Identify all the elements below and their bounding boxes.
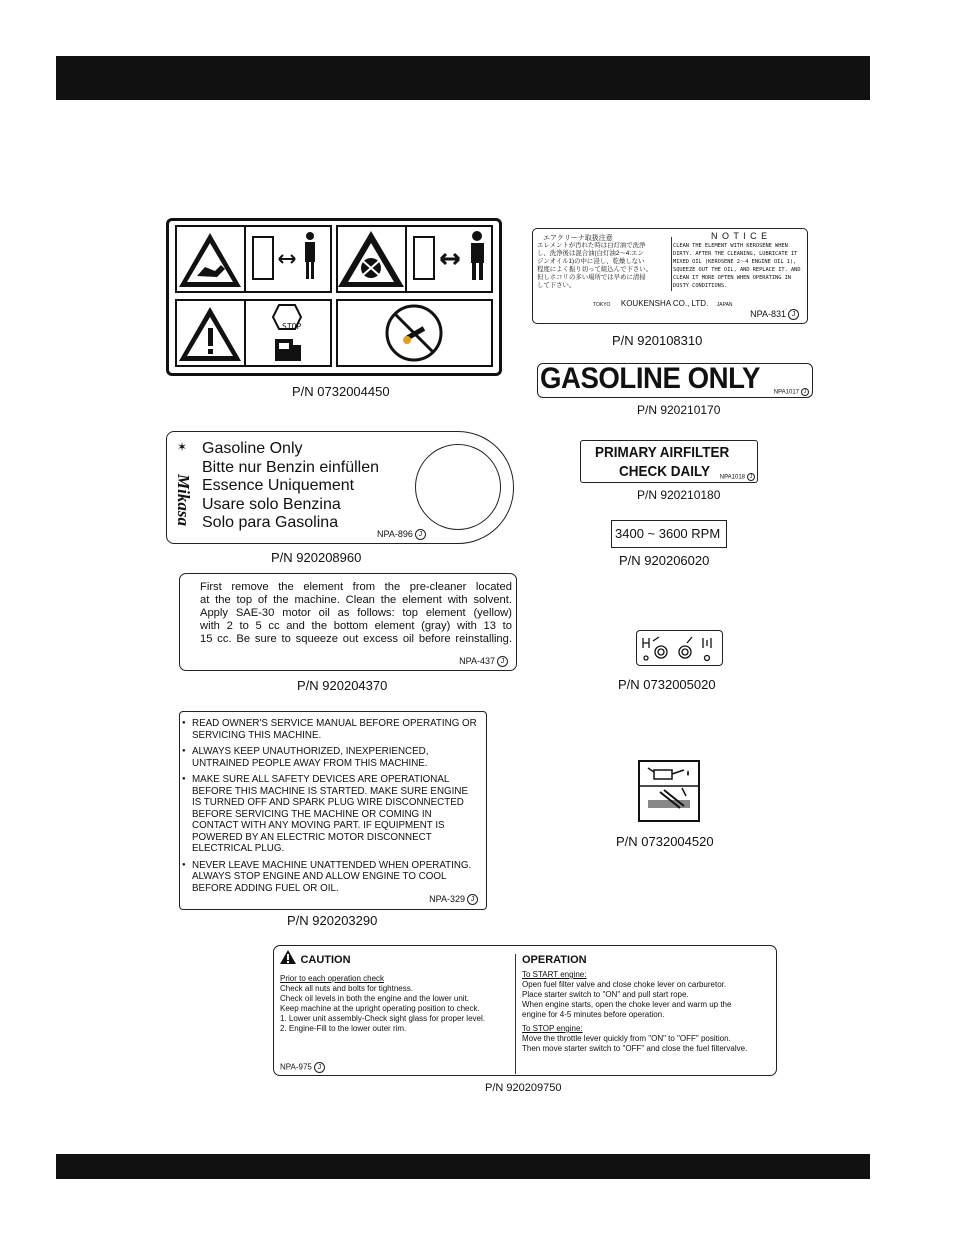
text-line: し、洗浄後は混合油(白灯油2～4:エン bbox=[537, 250, 644, 257]
caution-divider bbox=[515, 954, 516, 1074]
stop-heading: To STOP engine: bbox=[522, 1024, 583, 1033]
notice-tokyo: TOKYO bbox=[593, 302, 611, 308]
part-number-oil: P/N 0732004520 bbox=[616, 834, 714, 849]
gasoline-only-decal bbox=[537, 363, 813, 398]
precleaner-text bbox=[200, 581, 512, 646]
text-line: 但しホコリの多い場所では早めに清掃 bbox=[537, 274, 646, 281]
mark-icon: J bbox=[415, 529, 426, 540]
mark-icon: J bbox=[314, 1062, 325, 1073]
bullet-icon: ● bbox=[182, 720, 186, 726]
precleaner-code-text: NPA-437 bbox=[459, 656, 495, 666]
text-line: engine for 4-5 minutes before operation. bbox=[522, 1010, 665, 1019]
text-line: Essence Uniquement bbox=[202, 477, 355, 494]
notice-code bbox=[750, 309, 799, 320]
fuel-cap-circle bbox=[415, 444, 501, 530]
text-line: 程度によく振り切って組込んで下さい。 bbox=[537, 266, 653, 273]
safety-pictogram-decal bbox=[166, 218, 502, 376]
text-line: DUSTY CONDITIONS. bbox=[673, 283, 728, 289]
part-number-safety: P/N 0732004450 bbox=[292, 384, 390, 399]
text-line: Usare solo Benzina bbox=[202, 495, 341, 513]
text-line: Place starter switch to "ON" and pull start rope. bbox=[522, 990, 689, 999]
caution-operation-decal bbox=[273, 945, 777, 1076]
mark-icon: J bbox=[747, 473, 755, 481]
mikasa-logo-icon: ✶ bbox=[177, 440, 188, 454]
notice-decal bbox=[532, 228, 808, 324]
text-line: Apply SAE-30 motor oil as follows: top element (yellow) bbox=[200, 607, 512, 619]
person-icon bbox=[471, 231, 484, 280]
text-line: Keep machine at the upright operating position to check. bbox=[280, 1004, 480, 1013]
rule-line: BEFORE ADDING FUEL OR OIL. bbox=[192, 882, 339, 894]
rule-line: BEFORE THIS MACHINE IS STARTED. MAKE SURE ENGINE bbox=[192, 785, 468, 797]
part-number-multilang: P/N 920208960 bbox=[271, 550, 362, 565]
text-line: Then move starter switch to "OFF" and close the fuel filtervalve. bbox=[522, 1044, 748, 1053]
prior-heading: Prior to each operation check bbox=[280, 974, 385, 983]
notice-company: KOUKENSHA CO., LTD. bbox=[620, 299, 709, 308]
caution-section bbox=[280, 950, 512, 1034]
safety-pictograms bbox=[169, 221, 499, 373]
rule-line: CONTACT WITH ANY MOVING PART. IF EQUIPMENT IS bbox=[192, 820, 445, 831]
text-line: エレメントが汚れた時は白灯油で洗浄 bbox=[537, 242, 646, 249]
rule-line: ALWAYS KEEP UNAUTHORIZED, INEXPERIENCED, bbox=[192, 746, 429, 757]
rule-line: READ OWNER'S SERVICE MANUAL BEFORE OPERATING OR bbox=[192, 718, 477, 729]
mark-icon: J bbox=[801, 388, 809, 396]
fuel-language-list bbox=[202, 440, 379, 533]
rule-item bbox=[182, 718, 486, 741]
multilang-code bbox=[377, 529, 426, 540]
text-line: 2. Engine-Fill to the lower outer rim. bbox=[280, 1024, 407, 1033]
bullet-icon: ● bbox=[182, 861, 186, 868]
precleaner-decal bbox=[179, 573, 517, 671]
rule-line: POWERED BY AN ELECTRIC MOTOR DISCONNECT bbox=[192, 831, 432, 843]
rpm-text: 3400 ~ 3600 RPM bbox=[615, 526, 721, 541]
bullet-icon: ● bbox=[182, 776, 186, 782]
bullet-icon: ● bbox=[182, 748, 186, 754]
text-line: して下さい。 bbox=[537, 282, 576, 289]
primary-airfilter-code bbox=[720, 473, 755, 481]
caution-heading bbox=[280, 950, 512, 968]
rule-line: UNTRAINED PEOPLE AWAY FROM THIS MACHINE. bbox=[192, 757, 428, 769]
text-line: Move the throttle lever quickly from "ON" to "OFF" position. bbox=[522, 1034, 731, 1043]
rule-line: ALWAYS STOP ENGINE AND ALLOW ENGINE TO COOL bbox=[192, 871, 447, 882]
caution-code-text: NPA-975 bbox=[280, 1062, 312, 1072]
text-line: CLEAN IT MORE OFTEN WHEN OPERATING IN bbox=[673, 275, 791, 281]
text-line: First remove the element from the pre-cleaner located bbox=[200, 581, 512, 593]
part-number-caution: P/N 920209750 bbox=[485, 1082, 562, 1094]
text-line: Open fuel filter valve and close choke lever on carburetor. bbox=[522, 980, 727, 989]
operation-section bbox=[522, 954, 774, 1054]
mark-icon: J bbox=[467, 894, 478, 905]
start-heading: To START engine: bbox=[522, 970, 587, 979]
text-line: 15 cc. Be sure to squeeze out excess oil before reinstalling. bbox=[200, 633, 512, 645]
exclamation-triangle-icon bbox=[179, 307, 241, 361]
part-number-rpm: P/N 920206020 bbox=[619, 553, 710, 568]
fuel-pump-icon bbox=[275, 339, 301, 361]
part-number-gasoline-only: P/N 920210170 bbox=[637, 403, 721, 417]
primary-airfilter-line1: PRIMARY AIRFILTER bbox=[595, 444, 730, 461]
text-line: SQUEEZE OUT THE OIL, AND REPLACE IT. AND bbox=[673, 267, 801, 273]
text-line: at the top of the machine. Clean the element with solvent. bbox=[200, 594, 512, 606]
caution-triangle-icon bbox=[280, 950, 296, 964]
text-line: Solo para Gasolina bbox=[202, 514, 339, 531]
part-number-choke: P/N 0732005020 bbox=[618, 677, 716, 692]
brand-logo bbox=[171, 438, 195, 538]
text-line: ジンオイル1)の中に浸し、乾燥しない bbox=[537, 258, 645, 265]
multilang-fuel-decal bbox=[166, 431, 514, 544]
primary-airfilter-code-text: NPA1018 bbox=[719, 474, 745, 481]
notice-company-line bbox=[593, 293, 733, 311]
header-bar bbox=[56, 56, 870, 100]
caution-title: CAUTION bbox=[300, 954, 351, 966]
text-line: When engine starts, open the choke lever and warm up the bbox=[522, 1000, 732, 1009]
text-line: with 2 to 5 cc and the bottom element (gray) with 13 to bbox=[200, 620, 512, 632]
text-line: DIRTY. AFTER THE CLEANING, LUBRICATE IT bbox=[673, 251, 798, 257]
notice-en-text bbox=[673, 242, 807, 290]
warning-triangle-icon bbox=[338, 231, 404, 287]
notice-title: N O T I C E bbox=[711, 231, 769, 241]
rule-line: MAKE SURE ALL SAFETY DEVICES ARE OPERATIONAL bbox=[192, 774, 450, 785]
notice-divider bbox=[671, 237, 672, 291]
dipstick-icon bbox=[648, 788, 690, 808]
rule-item bbox=[182, 774, 486, 855]
text-line: Check oil levels in both the engine and the lower unit. bbox=[280, 994, 470, 1003]
operation-title: OPERATION bbox=[522, 954, 587, 966]
stop-steps bbox=[522, 1034, 774, 1054]
safety-rules-list bbox=[182, 718, 486, 899]
keep-away-icon bbox=[253, 237, 295, 279]
rule-line: BEFORE SERVICING THE MACHINE OR COMING IN bbox=[192, 808, 432, 820]
text-line: Bitte nur Benzin einfüllen bbox=[202, 458, 379, 476]
prior-check-list bbox=[280, 984, 512, 1034]
footer-bar bbox=[56, 1154, 870, 1179]
text-line: Check all nuts and bolts for tightness. bbox=[280, 984, 413, 993]
person-icon bbox=[305, 232, 315, 279]
rule-line: NEVER LEAVE MACHINE UNATTENDED WHEN OPERATING. bbox=[192, 859, 472, 871]
mark-icon: J bbox=[788, 309, 799, 320]
safety-rules-code-text: NPA-329 bbox=[429, 894, 465, 904]
gasoline-only-code bbox=[774, 388, 809, 396]
brand-name: Mikasa bbox=[174, 474, 193, 526]
text-line: Gasoline Only bbox=[202, 440, 303, 457]
gasoline-only-code-text: NPA1017 bbox=[773, 389, 799, 396]
rule-item bbox=[182, 746, 486, 769]
mark-icon: J bbox=[497, 656, 508, 667]
safety-rules-code bbox=[429, 894, 478, 905]
rule-line: IS TURNED OFF AND SPARK PLUG WIRE DISCONNECTED bbox=[192, 797, 464, 808]
primary-airfilter-line2: CHECK DAILY bbox=[619, 463, 711, 480]
rpm-decal bbox=[611, 520, 727, 548]
primary-airfilter-decal bbox=[580, 440, 758, 483]
text-line: MIXED OIL (KEROSENE 2～4 ENGINE OIL 1), bbox=[673, 259, 797, 265]
oil-can-icon bbox=[640, 762, 698, 820]
part-number-notice: P/N 920108310 bbox=[612, 333, 703, 348]
oil-decal bbox=[638, 760, 700, 822]
caution-code bbox=[280, 1062, 325, 1073]
choke-decal bbox=[636, 630, 723, 666]
text-line: CLEAN THE ELEMENT WITH KEROSENE WHEN bbox=[673, 243, 788, 249]
notice-code-text: NPA-831 bbox=[750, 309, 786, 319]
part-number-precleaner: P/N 920204370 bbox=[297, 678, 388, 693]
stop-label: STOP bbox=[282, 322, 302, 331]
multilang-code-text: NPA-896 bbox=[377, 529, 413, 539]
rule-line: ELECTRICAL PLUG. bbox=[192, 843, 285, 854]
part-number-primary-airfilter: P/N 920210180 bbox=[637, 488, 721, 502]
warning-triangle-icon bbox=[179, 233, 241, 287]
rule-item bbox=[182, 860, 486, 895]
start-steps bbox=[522, 980, 774, 1020]
gasoline-only-text: GASOLINE ONLY bbox=[540, 362, 760, 395]
notice-japan: JAPAN bbox=[716, 302, 733, 308]
safety-rules-decal bbox=[179, 711, 487, 910]
rule-line: SERVICING THIS MACHINE. bbox=[192, 729, 322, 741]
precleaner-code bbox=[459, 656, 508, 667]
keep-away-icon bbox=[414, 237, 459, 279]
notice-jp-text bbox=[537, 242, 669, 290]
choke-lever-icon bbox=[637, 631, 722, 665]
no-smoking-icon bbox=[387, 306, 441, 360]
notice-jp-title: エアクリーナ取扱注意 bbox=[543, 235, 613, 242]
part-number-safety-rules: P/N 920203290 bbox=[287, 913, 378, 928]
text-line: 1. Lower unit assembly-Check sight glass for proper level. bbox=[280, 1014, 485, 1023]
